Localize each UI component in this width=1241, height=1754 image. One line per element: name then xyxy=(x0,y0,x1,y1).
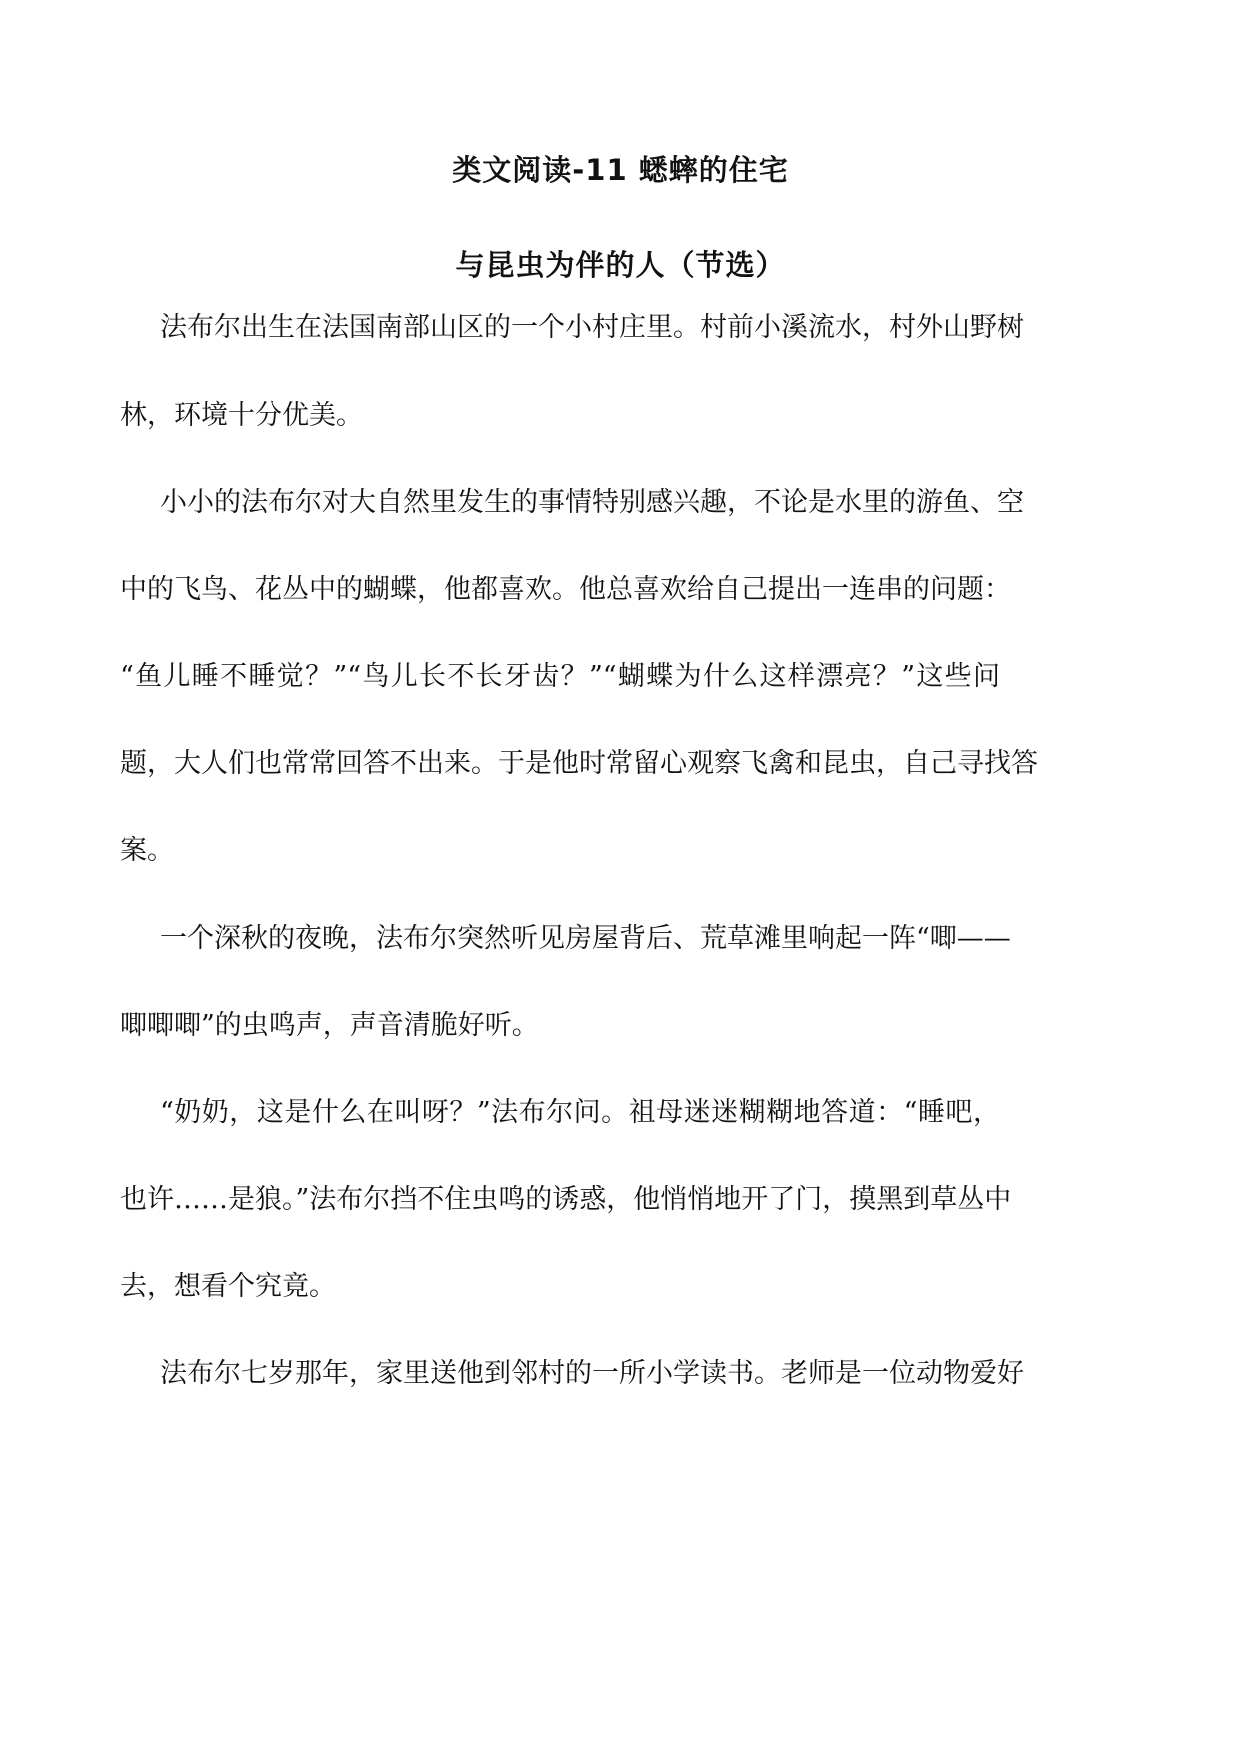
paragraph-line: “奶奶，这是什么在叫呀？”法布尔问。祖母迷迷糊糊地答道：“睡吧， xyxy=(160,1097,1000,1128)
document-title: 类文阅读-11 蟋蟀的住宅 xyxy=(452,153,789,187)
paragraph-line: 中的飞鸟、花丛中的蝴蝶，他都喜欢。他总喜欢给自己提出一连串的问题： xyxy=(120,574,1011,605)
paragraph-line: 唧唧唧”的虫鸣声，声音清脆好听。 xyxy=(120,1010,539,1041)
paragraph-line: 去，想看个究竟。 xyxy=(120,1271,336,1302)
paragraph-line: 题，大人们也常常回答不出来。于是他时常留心观察飞禽和昆虫，自己寻找答 xyxy=(120,748,1038,779)
paragraph-line: 法布尔出生在法国南部山区的一个小村庄里。村前小溪流水，村外山野树 xyxy=(160,312,1024,343)
paragraph-line: 案。 xyxy=(120,835,174,866)
document-subtitle: 与昆虫为伴的人（节选） xyxy=(455,248,786,282)
paragraph-line: 林，环境十分优美。 xyxy=(120,400,363,431)
paragraph-line: 一个深秋的夜晚，法布尔突然听见房屋背后、荒草滩里响起一阵“唧—— xyxy=(160,923,1011,954)
paragraph-line: 小小的法布尔对大自然里发生的事情特别感兴趣，不论是水里的游鱼、空 xyxy=(160,487,1024,518)
paragraph-line: 法布尔七岁那年，家里送他到邻村的一所小学读书。老师是一位动物爱好 xyxy=(160,1358,1024,1389)
paragraph-line: “鱼儿睡不睡觉？”“鸟儿长不长牙齿？”“蝴蝶为什么这样漂亮？”这些问 xyxy=(120,661,1000,692)
paragraph-line: 也许……是狼。”法布尔挡不住虫鸣的诱惑，他悄悄地开了门，摸黑到草丛中 xyxy=(120,1184,1012,1215)
